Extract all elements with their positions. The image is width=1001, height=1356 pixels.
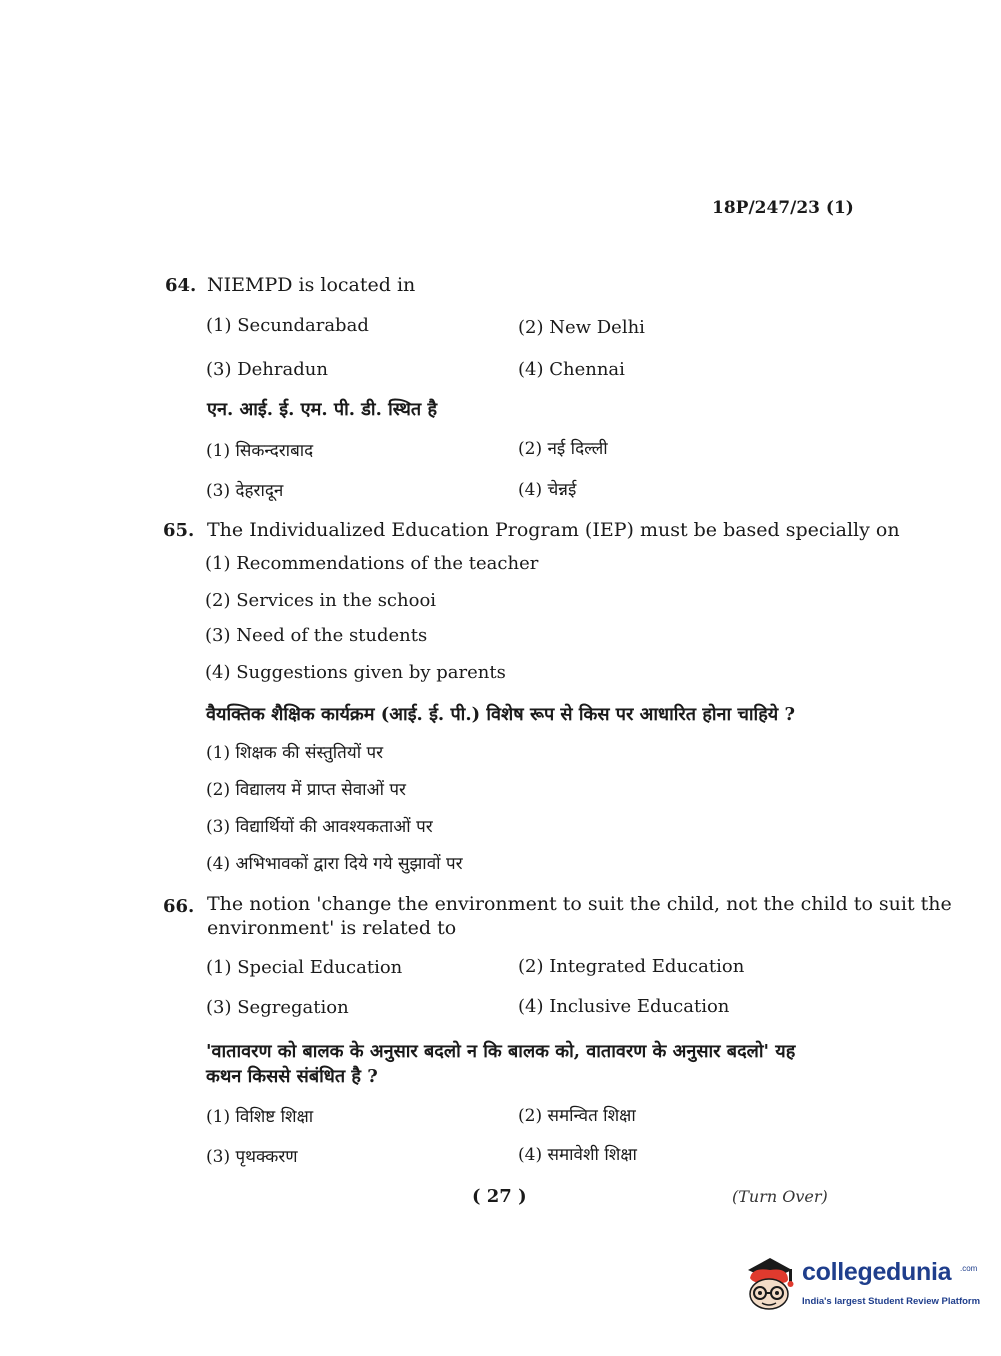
- question-number: 66.: [163, 896, 195, 917]
- option: (3) Segregation: [206, 997, 349, 1018]
- option: (1) Special Education: [206, 957, 403, 978]
- option: (3) Dehradun: [206, 359, 328, 380]
- paper-code: 18P/247/23 (1): [712, 198, 854, 218]
- question-number: 65.: [163, 520, 195, 541]
- option: (2) New Delhi: [518, 317, 645, 338]
- question-number: 64.: [165, 275, 197, 296]
- brand-tagline: India's largest Student Review Platform: [802, 1296, 981, 1307]
- mascot-icon: [740, 1252, 798, 1312]
- option-hindi: (2) विद्यालय में प्राप्त सेवाओं पर: [206, 780, 406, 800]
- option: (4) Chennai: [518, 359, 625, 380]
- collegedunia-watermark: [740, 1248, 981, 1318]
- question-text: The Individualized Education Program (IEP) must be based specially on: [207, 519, 900, 541]
- option: (3) Need of the students: [205, 625, 428, 646]
- turn-over-note: (Turn Over): [732, 1187, 828, 1206]
- option-hindi: (2) नई दिल्ली: [518, 439, 608, 459]
- question-text: NIEMPD is located in: [207, 274, 416, 296]
- option: (1) Secundarabad: [206, 315, 369, 336]
- option-hindi: (3) विद्यार्थियों की आवश्यकताओं पर: [206, 817, 433, 837]
- question-text: environment' is related to: [207, 917, 457, 939]
- option-hindi: (2) समन्वित शिक्षा: [518, 1106, 636, 1126]
- option-hindi: (3) देहरादून: [206, 481, 284, 501]
- option-hindi: (1) शिक्षक की संस्तुतियों पर: [206, 743, 384, 763]
- option: (1) Recommendations of the teacher: [205, 553, 539, 574]
- question-text-hindi: कथन किससे संबंधित है ?: [206, 1066, 378, 1087]
- page-number: ( 27 ): [472, 1186, 527, 1207]
- question-text: The notion 'change the environment to suit the child, not the child to suit the: [207, 893, 952, 915]
- option-hindi: (1) विशिष्ट शिक्षा: [206, 1107, 314, 1127]
- option-hindi: (1) सिकन्दराबाद: [206, 441, 314, 461]
- option: (4) Suggestions given by parents: [205, 662, 506, 683]
- brand-suffix: .com: [960, 1264, 978, 1273]
- option-hindi: (4) चेन्नई: [518, 480, 577, 500]
- option-hindi: (4) अभिभावकों द्वारा दिये गये सुझावों पर: [206, 854, 463, 874]
- question-text-hindi: 'वातावरण को बालक के अनुसार बदलो न कि बालक को, वातावरण के अनुसार बदलो' यह: [206, 1041, 796, 1062]
- option-hindi: (3) पृथक्करण: [206, 1147, 298, 1167]
- option-hindi: (4) समावेशी शिक्षा: [518, 1145, 637, 1165]
- question-text-hindi: एन. आई. ई. एम. पी. डी. स्थित है: [207, 399, 438, 420]
- brand-name: collegedunia: [802, 1258, 952, 1286]
- option: (2) Services in the schooi: [205, 590, 437, 611]
- option: (4) Inclusive Education: [518, 996, 730, 1017]
- question-text-hindi: वैयक्तिक शैक्षिक कार्यक्रम (आई. ई. पी.) विशेष रूप से किस पर आधारित होना चाहिये ?: [206, 704, 796, 725]
- option: (2) Integrated Education: [518, 956, 745, 977]
